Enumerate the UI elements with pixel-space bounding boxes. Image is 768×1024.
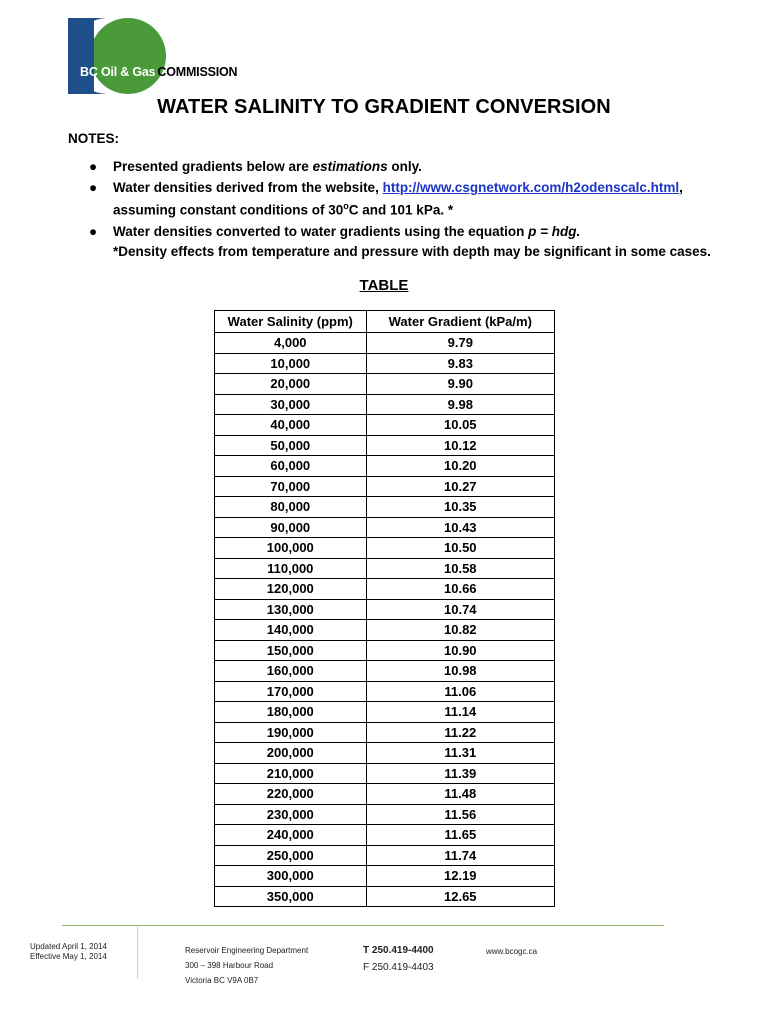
- gradient-cell: 11.39: [366, 763, 554, 784]
- salinity-cell: 230,000: [215, 804, 367, 825]
- table-row: [215, 333, 555, 354]
- bullet-icon: ●: [89, 180, 98, 195]
- salinity-cell: 180,000: [215, 702, 367, 723]
- salinity-table: [214, 310, 555, 907]
- salinity-cell: 30,000: [215, 394, 367, 415]
- header-salinity: Water Salinity (ppm): [215, 311, 367, 333]
- gradient-cell: 10.98: [366, 661, 554, 682]
- note-text: Water densities derived from the website,: [113, 180, 383, 195]
- table-row: [215, 599, 555, 620]
- table-row: [215, 722, 555, 743]
- table-row: [215, 866, 555, 887]
- table-row: [215, 517, 555, 538]
- salinity-cell: 90,000: [215, 517, 367, 538]
- table-row: [215, 394, 555, 415]
- table-row: [215, 763, 555, 784]
- department-name: Reservoir Engineering Department: [185, 946, 309, 955]
- gradient-cell: 10.82: [366, 620, 554, 641]
- salinity-cell: 200,000: [215, 743, 367, 764]
- notes-list: [86, 157, 726, 241]
- table-label: TABLE: [359, 277, 409, 294]
- salinity-cell: 140,000: [215, 620, 367, 641]
- footer-divider: [137, 926, 138, 979]
- salinity-cell: 150,000: [215, 640, 367, 661]
- bullet-icon: ●: [89, 223, 98, 239]
- salinity-cell: 20,000: [215, 374, 367, 395]
- gradient-cell: 10.27: [366, 476, 554, 497]
- footer-address: [185, 943, 308, 988]
- bcogc-logo: [68, 18, 248, 94]
- gradient-cell: 9.98: [366, 394, 554, 415]
- table-row: [215, 620, 555, 641]
- table-row: [215, 845, 555, 866]
- table-row: [215, 640, 555, 661]
- note-emphasis: estimations: [312, 159, 388, 174]
- salinity-cell: 170,000: [215, 681, 367, 702]
- table-row: [215, 825, 555, 846]
- logo-oil-gas: Oil & Gas: [100, 65, 156, 79]
- salinity-cell: 50,000: [215, 435, 367, 456]
- gradient-cell: 12.65: [366, 886, 554, 907]
- table-row: [215, 702, 555, 723]
- salinity-cell: 100,000: [215, 538, 367, 559]
- gradient-cell: 9.83: [366, 353, 554, 374]
- table-row: [215, 558, 555, 579]
- gradient-cell: 10.12: [366, 435, 554, 456]
- gradient-cell: 10.90: [366, 640, 554, 661]
- logo-mark: [68, 18, 248, 94]
- note-item: [86, 178, 726, 220]
- table-row: [215, 886, 555, 907]
- table-row: [215, 415, 555, 436]
- table-row: [215, 579, 555, 600]
- gradient-cell: 11.65: [366, 825, 554, 846]
- gradient-cell: 11.14: [366, 702, 554, 723]
- table-row: [215, 743, 555, 764]
- telephone: T 250.419-4400: [363, 945, 434, 956]
- salinity-cell: 350,000: [215, 886, 367, 907]
- salinity-cell: 120,000: [215, 579, 367, 600]
- gradient-cell: 9.79: [366, 333, 554, 354]
- gradient-cell: 11.31: [366, 743, 554, 764]
- note-text: ,: [679, 180, 683, 195]
- salinity-cell: 190,000: [215, 722, 367, 743]
- gradient-cell: 11.56: [366, 804, 554, 825]
- table-row: [215, 538, 555, 559]
- gradient-cell: 11.74: [366, 845, 554, 866]
- density-footnote: *Density effects from temperature and pressure with depth may be significant in some cases.: [113, 244, 711, 259]
- table-row: [215, 353, 555, 374]
- csgnetwork-link[interactable]: http://www.csgnetwork.com/h2odenscalc.html: [382, 180, 680, 195]
- effective-date: Effective May 1, 2014: [30, 952, 107, 961]
- logo-bc: BC: [80, 65, 98, 79]
- gradient-cell: 10.05: [366, 415, 554, 436]
- gradient-cell: 10.74: [366, 599, 554, 620]
- note-text: assuming constant conditions of 30: [113, 202, 344, 218]
- fax: F 250.419-4403: [363, 962, 434, 973]
- table-row: [215, 497, 555, 518]
- table-row: [215, 681, 555, 702]
- table-row: [215, 435, 555, 456]
- salinity-cell: 240,000: [215, 825, 367, 846]
- note-equation: p = hdg.: [528, 223, 581, 239]
- footer-contact: [363, 942, 434, 976]
- note-text: Water densities converted to water gradients using the equation: [113, 223, 529, 239]
- table-row: [215, 476, 555, 497]
- logo-commission: COMMISSION: [157, 65, 238, 79]
- header-gradient: Water Gradient (kPa/m): [366, 311, 554, 333]
- updated-date: Updated April 1, 2014: [30, 942, 107, 951]
- salinity-cell: 220,000: [215, 784, 367, 805]
- note-text: Presented gradients below are: [113, 159, 313, 174]
- note-text: only.: [387, 159, 422, 174]
- gradient-cell: 11.22: [366, 722, 554, 743]
- table-row: [215, 374, 555, 395]
- salinity-cell: 40,000: [215, 415, 367, 436]
- salinity-cell: 250,000: [215, 845, 367, 866]
- note-text: C and 101 kPa. *: [348, 202, 454, 218]
- website[interactable]: www.bcogc.ca: [486, 947, 538, 956]
- bullet-icon: ●: [89, 159, 98, 174]
- gradient-cell: 11.48: [366, 784, 554, 805]
- gradient-cell: 10.58: [366, 558, 554, 579]
- salinity-cell: 10,000: [215, 353, 367, 374]
- address-line-2: Victoria BC V9A 0B7: [185, 976, 259, 985]
- address-line-1: 300 – 398 Harbour Road: [185, 961, 274, 970]
- gradient-cell: 12.19: [366, 866, 554, 887]
- note-item: [86, 157, 726, 176]
- salinity-cell: 210,000: [215, 763, 367, 784]
- salinity-cell: 80,000: [215, 497, 367, 518]
- footer-rule: [62, 925, 664, 926]
- salinity-cell: 4,000: [215, 333, 367, 354]
- page-title: WATER SALINITY TO GRADIENT CONVERSION: [157, 96, 611, 118]
- gradient-cell: 10.43: [366, 517, 554, 538]
- table-body: [215, 333, 555, 907]
- gradient-cell: 10.50: [366, 538, 554, 559]
- salinity-cell: 60,000: [215, 456, 367, 477]
- gradient-cell: 9.90: [366, 374, 554, 395]
- logo-wordmark: [80, 65, 237, 79]
- table-row: [215, 804, 555, 825]
- table-header-row: [215, 311, 555, 333]
- gradient-cell: 10.35: [366, 497, 554, 518]
- salinity-cell: 160,000: [215, 661, 367, 682]
- gradient-cell: 11.06: [366, 681, 554, 702]
- footer-dates: [30, 942, 107, 962]
- degree-sup: o: [343, 201, 349, 211]
- salinity-cell: 300,000: [215, 866, 367, 887]
- salinity-cell: 130,000: [215, 599, 367, 620]
- table-row: [215, 784, 555, 805]
- gradient-cell: 10.66: [366, 579, 554, 600]
- notes-label: NOTES:: [68, 131, 120, 146]
- note-item: [86, 222, 726, 241]
- table-row: [215, 661, 555, 682]
- salinity-cell: 110,000: [215, 558, 367, 579]
- gradient-cell: 10.20: [366, 456, 554, 477]
- table-row: [215, 456, 555, 477]
- salinity-cell: 70,000: [215, 476, 367, 497]
